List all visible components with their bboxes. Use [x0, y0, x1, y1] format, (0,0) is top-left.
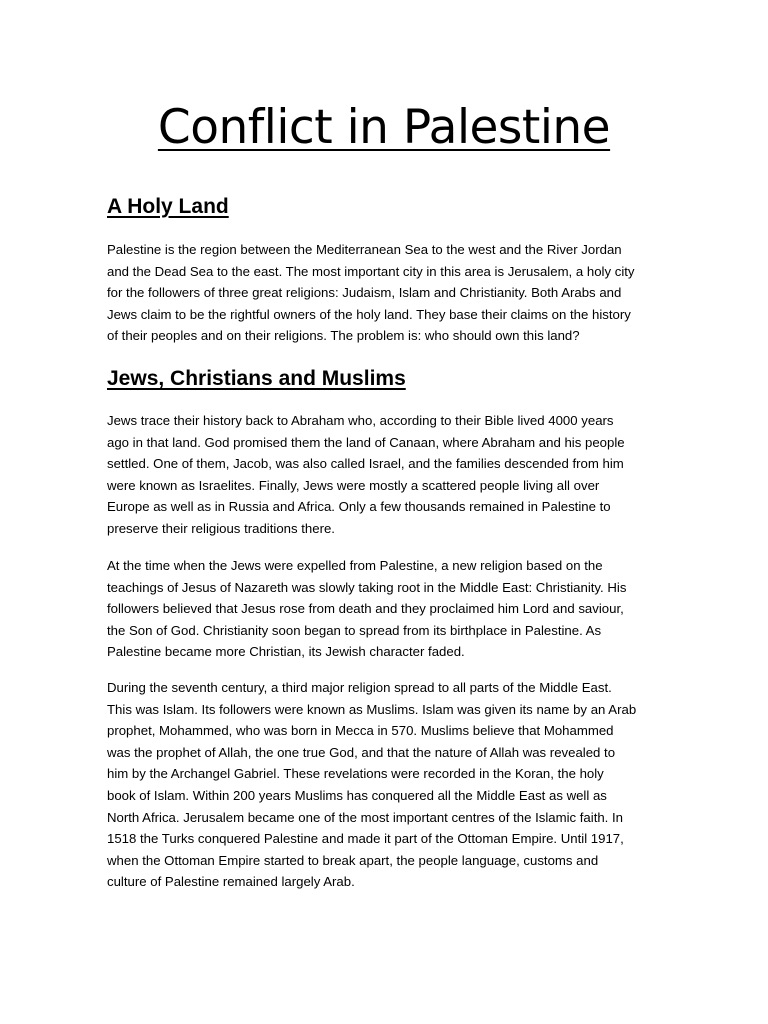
paragraph-line: followers believed that Jesus rose from death and they proclaimed him Lord and saviour,	[107, 601, 624, 617]
paragraph-line: Europe as well as in Russia and Africa. Only a few thousands remained in Palestine to	[107, 499, 611, 515]
paragraph-line: for the followers of three great religions: Judaism, Islam and Christianity. Both Arabs and	[107, 285, 622, 301]
paragraph-line: 1518 the Turks conquered Palestine and made it part of the Ottoman Empire. Until 1917,	[107, 831, 624, 847]
paragraph-line: prophet, Mohammed, who was born in Mecca in 570. Muslims believe that Mohammed	[107, 723, 614, 739]
section-heading-jews-christians-muslims: Jews, Christians and Muslims	[107, 367, 406, 390]
section-heading-holy-land: A Holy Land	[107, 195, 229, 218]
paragraph-line: book of Islam. Within 200 years Muslims has conquered all the Middle East as well as	[107, 787, 607, 803]
paragraph-line: when the Ottoman Empire started to break apart, the people language, customs and	[107, 852, 599, 868]
paragraph-holy-land	[107, 239, 663, 347]
document-title: Conflict in Palestine	[157, 100, 611, 155]
paragraph-line: Jews claim to be the rightful owners of the holy land. They base their claims on the history	[107, 306, 631, 322]
paragraph-muslims	[107, 677, 663, 893]
paragraph-line: was the prophet of Allah, the one true God, and that the nature of Allah was revealed to	[107, 744, 616, 760]
paragraph-line: North Africa. Jerusalem became one of the most important centres of the Islamic faith. In	[107, 809, 624, 825]
paragraph-line: him by the Archangel Gabriel. These revelations were recorded in the Koran, the holy	[107, 766, 604, 782]
paragraph-line: of their peoples and on their religions. The problem is: who should own this land?	[107, 328, 580, 344]
paragraph-line: culture of Palestine remained largely Arab.	[107, 874, 355, 890]
paragraph-jews	[107, 410, 663, 540]
paragraph-line: preserve their religious traditions there.	[107, 520, 335, 536]
paragraph-line: Palestine became more Christian, its Jewish character faded.	[107, 644, 465, 660]
paragraph-line: the Son of God. Christianity soon began to spread from its birthplace in Palestine. As	[107, 622, 602, 638]
paragraph-line: settled. One of them, Jacob, was also called Israel, and the families descended from him	[107, 456, 624, 472]
paragraph-line: During the seventh century, a third major religion spread to all parts of the Middle East.	[107, 680, 612, 695]
paragraph-line: and the Dead Sea to the east. The most important city in this area is Jerusalem, a holy city	[107, 263, 635, 279]
paragraph-line: were known as Israelites. Finally, Jews were mostly a scattered people living all over	[107, 477, 600, 493]
paragraph-line: ago in that land. God promised them the land of Canaan, where Abraham and his people	[107, 434, 625, 450]
paragraph-line: teachings of Jesus of Nazareth was slowly taking root in the Middle East: Christianity. His	[107, 579, 627, 595]
paragraph-christians	[107, 555, 663, 663]
paragraph-line: This was Islam. Its followers were known as Muslims. Islam was given its name by an Arab	[107, 701, 637, 717]
paragraph-line: At the time when the Jews were expelled from Palestine, a new religion based on the	[107, 558, 603, 573]
paragraph-line: Jews trace their history back to Abraham who, according to their Bible lived 4000 years	[107, 413, 614, 428]
paragraph-line: Palestine is the region between the Mediterranean Sea to the west and the River Jordan	[107, 242, 622, 257]
